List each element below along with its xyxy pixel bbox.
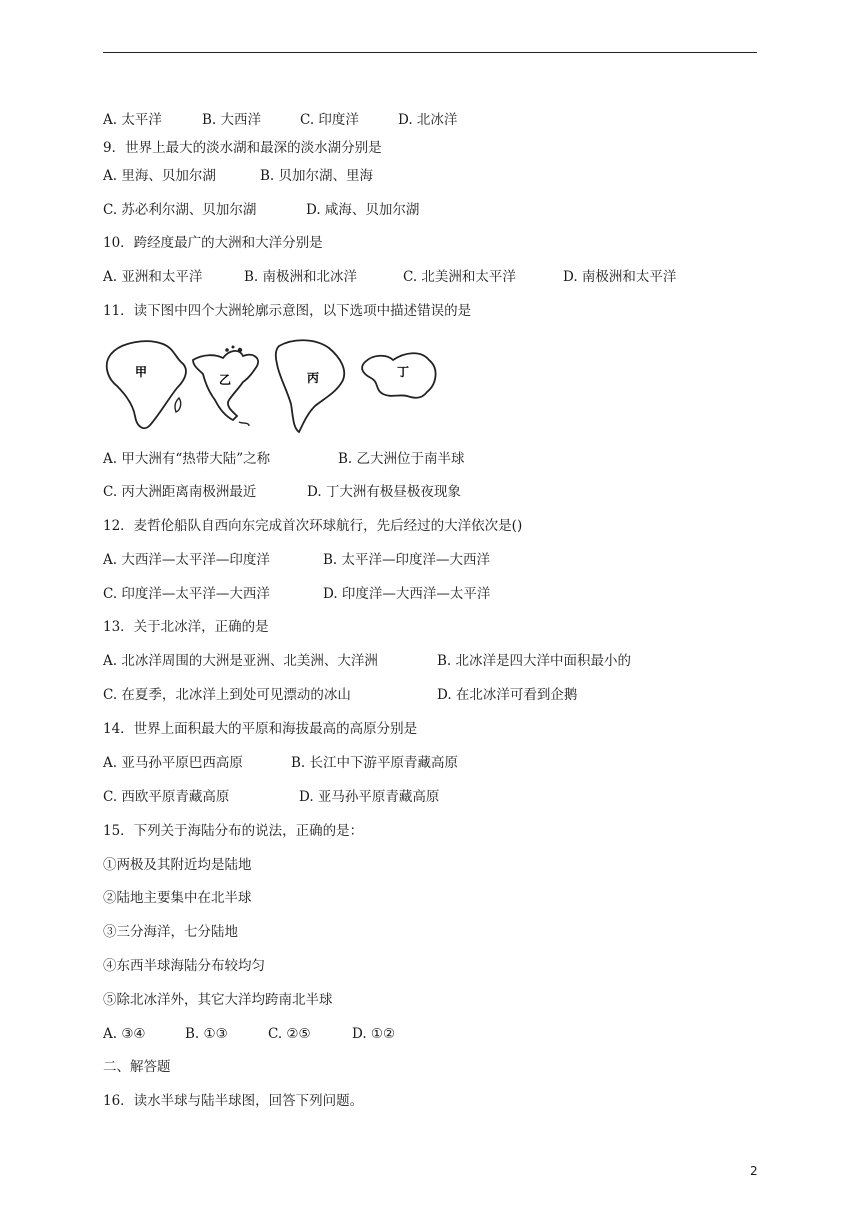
q15-option-b: B. ①③ [185, 1026, 228, 1042]
q8-option-d: D. 北冰洋 [398, 112, 458, 128]
q8-option-c: C. 印度洋 [300, 112, 359, 128]
q10-option-a: A. 亚洲和太平洋 [103, 269, 203, 285]
q12-option-d: D. 印度洋—大西洋—太平洋 [323, 586, 491, 602]
q15-option-a: A. ③④ [103, 1026, 146, 1042]
q11-stem: 11．读下图中四个大洲轮廓示意图，以下选项中描述错误的是 [103, 303, 472, 319]
q11-options-row1 [103, 450, 465, 468]
q9-option-d: D. 咸海、贝加尔湖 [306, 202, 420, 218]
q12-stem: 12．麦哲伦船队自西向东完成首次环球航行，先后经过的大洋依次是() [103, 518, 523, 534]
q14-option-d: D. 亚马孙平原青藏高原 [299, 789, 440, 805]
q13-options-row1 [103, 652, 631, 670]
q12-options-row1 [103, 551, 490, 569]
q10-option-c: C. 北美洲和太平洋 [403, 269, 516, 285]
q15-statement-4: ④东西半球海陆分布较均匀 [103, 958, 265, 974]
q9-options-row2 [103, 201, 419, 219]
label-ding: 丁 [396, 365, 410, 379]
section-2-title: 二、解答题 [103, 1059, 171, 1075]
continent-bing-outline [276, 340, 345, 432]
q14-option-c: C. 西欧平原青藏高原 [103, 789, 230, 805]
label-yi: 乙 [218, 373, 232, 387]
q13-stem: 13．关于北冰洋，正确的是 [103, 619, 269, 635]
q12-option-c: C. 印度洋—太平洋—大西洋 [103, 586, 270, 602]
q9-options-row1 [103, 167, 373, 185]
page-number: 2 [750, 1164, 758, 1178]
continent-jia-outline [107, 341, 186, 428]
q14-options-row2 [103, 788, 439, 806]
q13-option-b: B. 北冰洋是四大洋中面积最小的 [437, 653, 632, 669]
q15-stem: 15．下列关于海陆分布的说法，正确的是： [103, 823, 364, 839]
q15-statement-3: ③三分海洋，七分陆地 [103, 924, 238, 940]
q10-stem: 10．跨经度最广的大洲和大洋分别是 [103, 235, 323, 251]
label-jia: 甲 [134, 365, 148, 379]
q13-option-d: D. 在北冰洋可看到企鹅 [437, 687, 578, 703]
q16-stem: 16．读水半球与陆半球图，回答下列问题。 [103, 1093, 364, 1109]
q9-option-a: A. 里海、贝加尔湖 [103, 168, 216, 184]
q13-options-row2 [103, 686, 577, 704]
q11-option-a: A. 甲大洲有“热带大陆”之称 [103, 451, 271, 467]
q10-option-b: B. 南极洲和北冰洋 [244, 269, 358, 285]
q8-option-b: B. 大西洋 [202, 112, 262, 128]
q15-statement-2: ②陆地主要集中在北半球 [103, 890, 252, 906]
q15-option-d: D. ①② [352, 1026, 396, 1042]
q12-option-b: B. 太平洋—印度洋—大西洋 [323, 552, 491, 568]
header-rule [103, 52, 757, 53]
q12-option-a: A. 大西洋—太平洋—印度洋 [103, 552, 270, 568]
q11-option-c: C. 丙大洲距离南极洲最近 [103, 484, 257, 500]
q13-option-a: A. 北冰洋周围的大洲是亚洲、北美洲、大洋洲 [103, 653, 378, 669]
q15-option-c: C. ②⑤ [268, 1026, 311, 1042]
q15-statement-1: ①两极及其附近均是陆地 [103, 857, 252, 873]
q10-options [103, 268, 676, 286]
continent-outline-figure [103, 336, 443, 436]
q15-statement-5: ⑤除北冰洋外，其它大洋均跨南北半球 [103, 992, 333, 1008]
q9-stem: 9．世界上最大的淡水湖和最深的淡水湖分别是 [103, 140, 382, 156]
q11-option-b: B. 乙大洲位于南半球 [338, 451, 465, 467]
q15-options [103, 1025, 395, 1043]
q9-option-b: B. 贝加尔湖、里海 [260, 168, 374, 184]
q8-option-a: A. 太平洋 [103, 112, 162, 128]
label-bing: 丙 [306, 371, 320, 385]
q9-option-c: C. 苏必利尔湖、贝加尔湖 [103, 202, 257, 218]
q13-option-c: C. 在夏季，北冰洋上到处可见漂动的冰山 [103, 687, 351, 703]
q14-option-b: B. 长江中下游平原青藏高原 [291, 755, 459, 771]
q11-options-row2 [103, 483, 461, 501]
q14-stem: 14．世界上面积最大的平原和海拔最高的高原分别是 [103, 721, 418, 737]
q12-options-row2 [103, 585, 490, 603]
q14-option-a: A. 亚马孙平原巴西高原 [103, 755, 243, 771]
q10-option-d: D. 南极洲和太平洋 [563, 269, 677, 285]
q11-option-d: D. 丁大洲有极昼极夜现象 [307, 484, 461, 500]
q14-options-row1 [103, 754, 458, 772]
q8-options [103, 111, 457, 129]
